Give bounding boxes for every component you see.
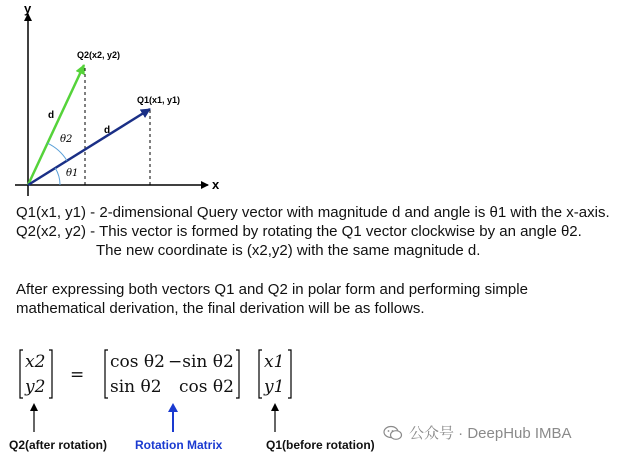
wechat-icon: [383, 425, 403, 441]
equals-sign: =: [70, 365, 85, 385]
q2-label: Q2(x2, y2): [77, 50, 121, 60]
q1-label: Q1(x1, y1): [137, 95, 181, 105]
q1-caption: Q1(before rotation): [266, 438, 375, 452]
q2-caption-arrow: [30, 403, 38, 432]
q2-description-continued: The new coordinate is (x2,y2) with the same magnitude d.: [96, 242, 481, 259]
watermark: [383, 422, 572, 443]
q1-caption-arrow: [271, 403, 279, 432]
rhs-bracket-right: [288, 350, 291, 398]
rhs-x1: x1: [264, 352, 285, 372]
matrix-bracket-right: [236, 350, 239, 398]
q1-magnitude-label: d: [104, 125, 111, 136]
theta2-label: θ2: [60, 134, 73, 145]
theta1-label: θ1: [66, 168, 79, 179]
matrix-r1c2: −sin θ2: [168, 352, 234, 372]
derivation-paragraph: After expressing both vectors Q1 and Q2 in polar form and performing simple mathematical derivation, the final derivation will be as follows.: [16, 281, 528, 317]
q2-magnitude-label: d: [48, 110, 55, 121]
matrix-bracket-left: [105, 350, 108, 398]
matrix-r2c2: cos θ2: [179, 377, 234, 397]
matrix-r1c1: cos θ2: [110, 352, 165, 372]
q2-description: Q2(x2, y2) - This vector is formed by rotating the Q1 vector clockwise by an angle θ2.: [16, 223, 582, 240]
y-axis-label: y: [24, 1, 32, 16]
lhs-bracket-left: [20, 350, 23, 398]
rhs-y1: y1: [264, 377, 285, 397]
watermark-text: 公众号 · DeepHub IMBA: [409, 425, 572, 442]
lhs-y2: y2: [25, 377, 46, 397]
lhs-x2: x2: [25, 352, 46, 372]
matrix-r2c1: sin θ2: [110, 377, 162, 397]
lhs-bracket-right: [49, 350, 52, 398]
q2-caption: Q2(after rotation): [9, 438, 108, 452]
q1-description: Q1(x1, y1) - 2-dimensional Query vector with magnitude d and angle is θ1 with the x-axis.: [16, 204, 610, 221]
rhs-bracket-left: [259, 350, 262, 398]
x-axis-label: x: [212, 177, 220, 192]
rotation-caption-arrow: [168, 403, 178, 432]
rotation-matrix-caption: Rotation Matrix: [135, 438, 223, 452]
